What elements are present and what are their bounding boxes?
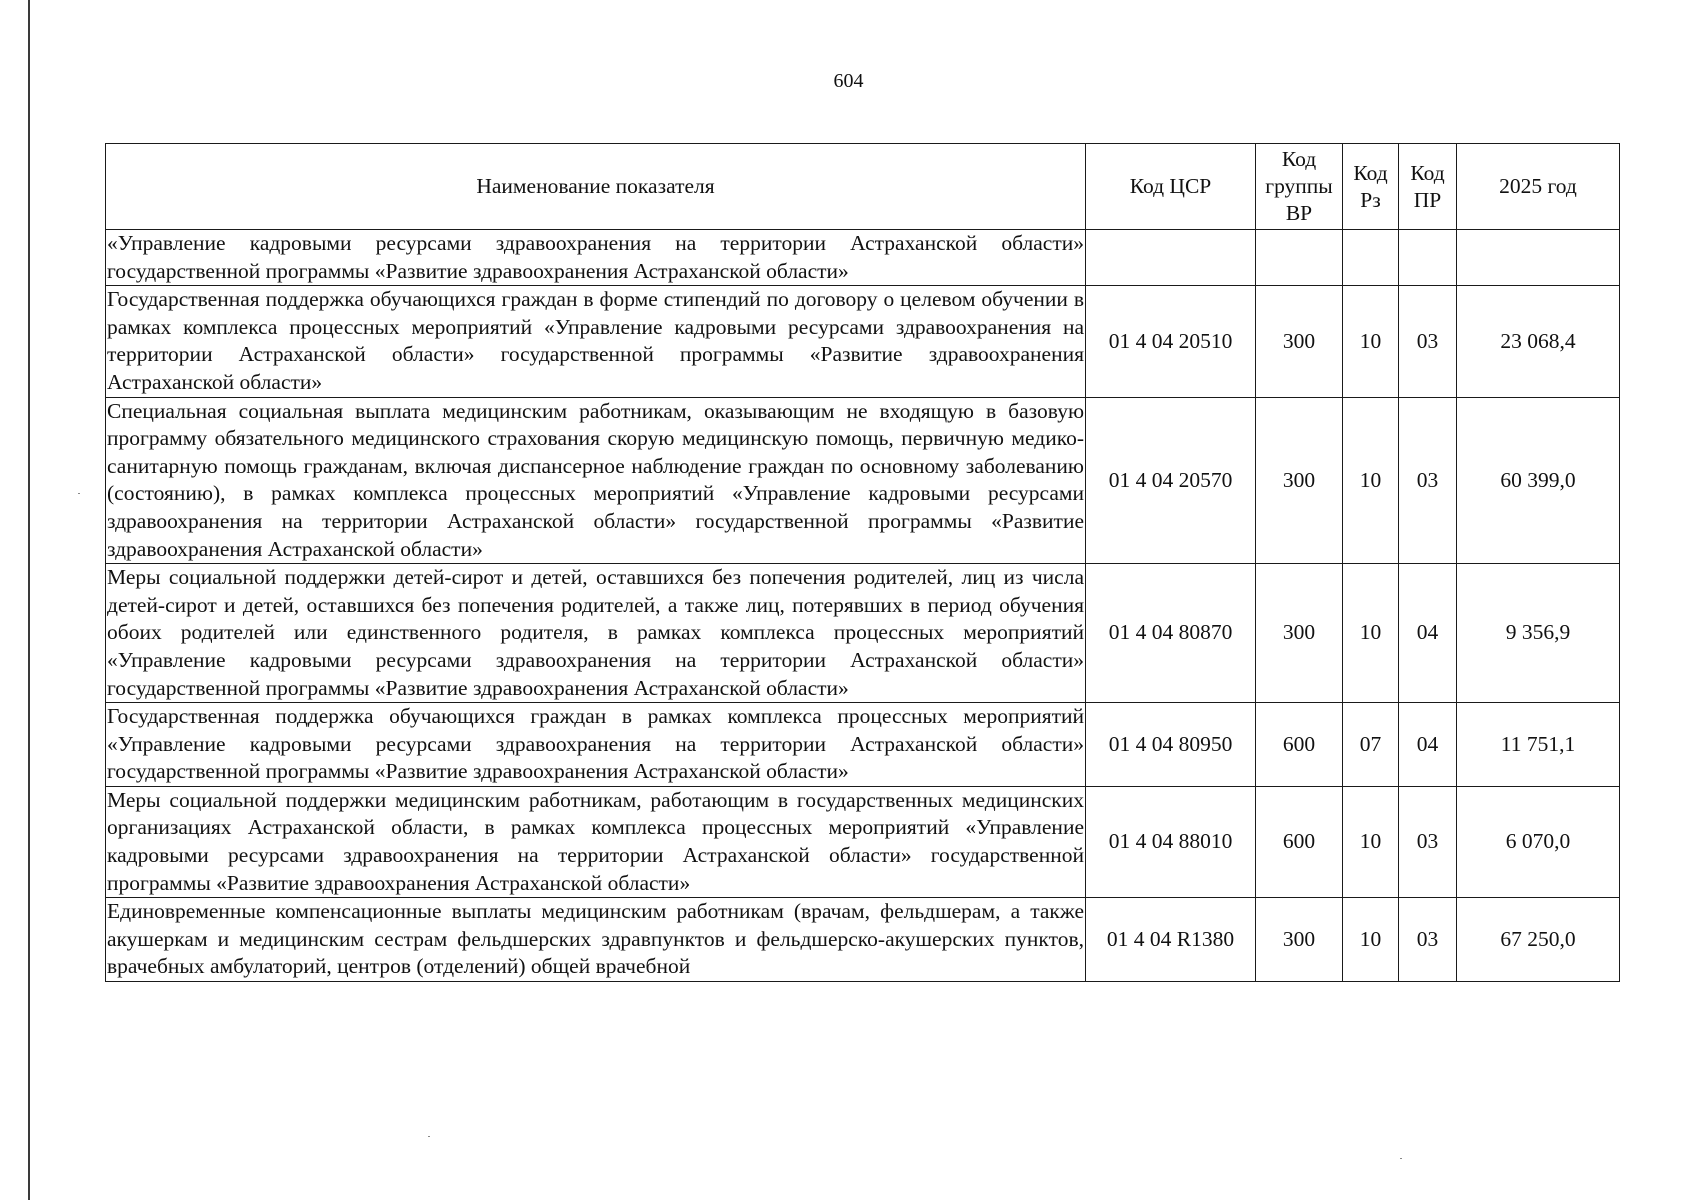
row-amount: 9 356,9: [1457, 564, 1620, 703]
row-pr-code: 04: [1399, 703, 1457, 787]
table-row: [106, 564, 1620, 703]
row-csr-code: 01 4 04 R1380: [1086, 898, 1256, 982]
row-amount: 6 070,0: [1457, 786, 1620, 897]
row-amount: 23 068,4: [1457, 286, 1620, 397]
row-pr-code: 03: [1399, 397, 1457, 564]
header-rz-code: Код Рз: [1343, 144, 1399, 230]
row-name: Специальная социальная выплата медицинским работникам, оказывающим не входящую в базовую программу обязательного медицинского страхования скорую медицинскую помощь, первичную медико-санитарную помощь гражданам, включая диспансерное наблюдение граждан по основному заболеванию (состоянию), в рамках комплекса процессных мероприятий «Управление кадровыми ресурсами здравоохранения на территории Астраханской области» государственной программы «Развитие здравоохранения Астраханской области»: [106, 397, 1086, 564]
row-pr-code: 03: [1399, 286, 1457, 397]
table-row: [106, 898, 1620, 982]
scan-speck: [1400, 1158, 1402, 1159]
binding-edge-line: [28, 0, 30, 1200]
table-row: [106, 703, 1620, 787]
row-amount: 11 751,1: [1457, 703, 1620, 787]
header-csr-code: Код ЦСР: [1086, 144, 1256, 230]
scan-speck: [78, 493, 80, 494]
row-vr-code: 300: [1256, 898, 1343, 982]
table-header-row: [106, 144, 1620, 230]
row-name: Меры социальной поддержки детей-сирот и детей, оставшихся без попечения родителей, лиц из числа детей-сирот и детей, оставшихся без попечения родителей, а также лиц, потерявших в период обучения обоих родителей или единственного родителя, в рамках комплекса процессных мероприятий «Управление кадровыми ресурсами здравоохранения на территории Астраханской области» государственной программы «Развитие здравоохранения Астраханской области»: [106, 564, 1086, 703]
row-amount: [1457, 230, 1620, 286]
row-rz-code: 07: [1343, 703, 1399, 787]
header-vr-group-code: Код группы ВР: [1256, 144, 1343, 230]
table-row: [106, 397, 1620, 564]
row-rz-code: 10: [1343, 564, 1399, 703]
row-rz-code: 10: [1343, 286, 1399, 397]
table-row: [106, 230, 1620, 286]
row-name: Меры социальной поддержки медицинским работникам, работающим в государственных медицинских организациях Астраханской области, в рамках комплекса процессных мероприятий «Управление кадровыми ресурсами здравоохранения на территории Астраханской области» государственной программы «Развитие здравоохранения Астраханской области»: [106, 786, 1086, 897]
row-name: Государственная поддержка обучающихся граждан в форме стипендий по договору о целевом обучении в рамках комплекса процессных мероприятий «Управление кадровыми ресурсами здравоохранения на территории Астраханской области» государственной программы «Развитие здравоохранения Астраханской области»: [106, 286, 1086, 397]
row-vr-code: 300: [1256, 564, 1343, 703]
row-csr-code: [1086, 230, 1256, 286]
row-vr-code: 300: [1256, 397, 1343, 564]
row-rz-code: 10: [1343, 397, 1399, 564]
row-name: Государственная поддержка обучающихся граждан в рамках комплекса процессных мероприятий «Управление кадровыми ресурсами здравоохранения на территории Астраханской области» государственной программы «Развитие здравоохранения Астраханской области»: [106, 703, 1086, 787]
row-csr-code: 01 4 04 20570: [1086, 397, 1256, 564]
row-vr-code: 300: [1256, 286, 1343, 397]
row-csr-code: 01 4 04 88010: [1086, 786, 1256, 897]
budget-table: [105, 143, 1620, 982]
header-pr-code: Код ПР: [1399, 144, 1457, 230]
table-row: [106, 286, 1620, 397]
row-csr-code: 01 4 04 20510: [1086, 286, 1256, 397]
row-pr-code: 03: [1399, 898, 1457, 982]
row-name: Единовременные компенсационные выплаты медицинским работникам (врачам, фельдшерам, а также акушеркам и медицинским сестрам фельдшерских здравпунктов и фельдшерско-акушерских пунктов, врачебных амбулаторий, центров (отделений) общей врачебной: [106, 898, 1086, 982]
row-pr-code: 04: [1399, 564, 1457, 703]
row-amount: 67 250,0: [1457, 898, 1620, 982]
row-vr-code: 600: [1256, 703, 1343, 787]
row-csr-code: 01 4 04 80950: [1086, 703, 1256, 787]
table-row: [106, 786, 1620, 897]
row-name: «Управление кадровыми ресурсами здравоохранения на территории Астраханской области» государственной программы «Развитие здравоохранения Астраханской области»: [106, 230, 1086, 286]
header-name: Наименование показателя: [106, 144, 1086, 230]
row-rz-code: 10: [1343, 786, 1399, 897]
row-vr-code: [1256, 230, 1343, 286]
scan-speck: [428, 1136, 430, 1137]
header-year-2025: 2025 год: [1457, 144, 1620, 230]
row-rz-code: [1343, 230, 1399, 286]
page-number: 604: [833, 70, 864, 92]
row-pr-code: 03: [1399, 786, 1457, 897]
row-csr-code: 01 4 04 80870: [1086, 564, 1256, 703]
row-amount: 60 399,0: [1457, 397, 1620, 564]
row-vr-code: 600: [1256, 786, 1343, 897]
row-pr-code: [1399, 230, 1457, 286]
row-rz-code: 10: [1343, 898, 1399, 982]
